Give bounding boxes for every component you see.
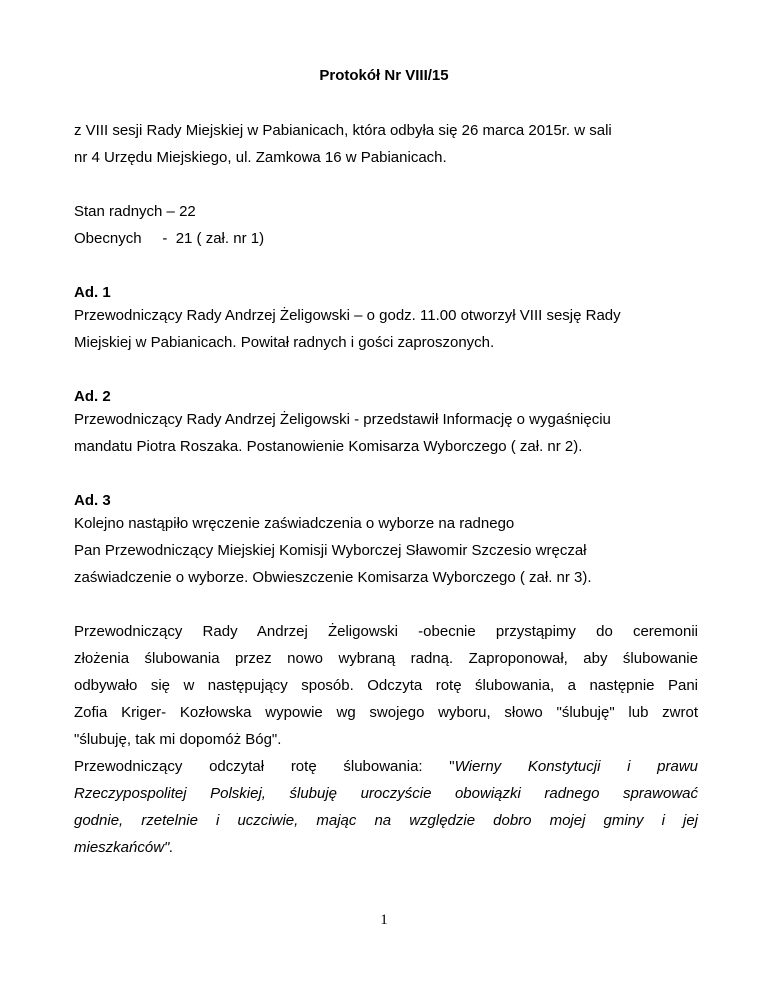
ad3-line-1: Kolejno nastąpiło wręczenie zaświadczenia o wyborze na radnego bbox=[74, 515, 515, 532]
ceremony-line-3: odbywało się w następujący sposób. Odczyta rotę ślubowania, a następnie Pani bbox=[74, 677, 698, 694]
oath-text-start: Wierny Konstytucji i prawu bbox=[454, 758, 698, 775]
oath-line-4: mieszkańców". bbox=[74, 839, 174, 856]
ad3-line-3: zaświadczenie o wyborze. Obwieszczenie Komisarza Wyborczego ( zał. nr 3). bbox=[74, 569, 592, 586]
ad3-line-2: Pan Przewodniczący Miejskiej Komisji Wyborczej Sławomir Szczesio wręczał bbox=[74, 542, 587, 559]
ceremony-line-5: "ślubuję, tak mi dopomóż Bóg". bbox=[74, 731, 282, 748]
ad1-line-2: Miejskiej w Pabianicach. Powitał radnych i gości zaproszonych. bbox=[74, 334, 495, 351]
oath-line-3: godnie, rzetelnie i uczciwie, mając na względzie dobro mojej gminy i jej bbox=[74, 812, 698, 829]
oath-line-1 bbox=[74, 758, 698, 776]
oath-line-2: Rzeczypospolitej Polskiej, ślubuję uroczyście obowiązki radnego sprawować bbox=[74, 785, 698, 802]
ad1-heading: Ad. 1 bbox=[74, 284, 111, 301]
ceremony-line-1: Przewodniczący Rady Andrzej Żeligowski -obecnie przystąpimy do ceremonii bbox=[74, 623, 698, 640]
stan-radnych: Stan radnych – 22 bbox=[74, 203, 196, 220]
ad3-heading: Ad. 3 bbox=[74, 492, 111, 509]
ceremony-line-4: Zofia Kriger- Kozłowska wypowie wg swojego wyboru, słowo "ślubuję" lub zwrot bbox=[74, 704, 698, 721]
ad1-line-1: Przewodniczący Rady Andrzej Żeligowski – o godz. 11.00 otworzył VIII sesję Rady bbox=[74, 307, 621, 324]
page-number: 1 bbox=[380, 912, 388, 928]
ceremony-line-2: złożenia ślubowania przez nowo wybraną radną. Zaproponował, aby ślubowanie bbox=[74, 650, 698, 667]
ad2-line-2: mandatu Piotra Roszaka. Postanowienie Komisarza Wyborczego ( zał. nr 2). bbox=[74, 438, 583, 455]
ad2-line-1: Przewodniczący Rady Andrzej Żeligowski - przedstawił Informację o wygaśnięciu bbox=[74, 411, 611, 428]
obecnych: Obecnych - 21 ( zał. nr 1) bbox=[74, 230, 265, 247]
intro-line-2: nr 4 Urzędu Miejskiego, ul. Zamkowa 16 w Pabianicach. bbox=[74, 149, 447, 166]
document-title: Protokół Nr VIII/15 bbox=[319, 67, 449, 84]
oath-intro: Przewodniczący odczytał rotę ślubowania: " bbox=[74, 758, 455, 775]
ad2-heading: Ad. 2 bbox=[74, 388, 111, 405]
intro-line-1: z VIII sesji Rady Miejskiej w Pabianicach, która odbyła się 26 marca 2015r. w sali bbox=[74, 122, 612, 139]
